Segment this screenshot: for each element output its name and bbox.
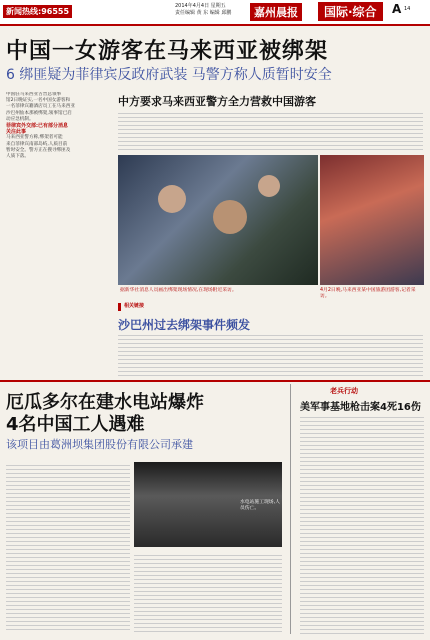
page-number: 14 [404,6,411,12]
story1-photo-victim [320,155,424,285]
body-line: 馆2日晚证实,一名中国女游客和 [6,98,71,104]
sidebar-title: 沙巴州过去绑架事件频发 [118,318,251,332]
story2-body-2 [134,552,282,632]
story1-body [6,92,112,377]
body-line: 暂时安全。警方正在搜寻绑匪及 [6,147,71,153]
story2-body [6,462,130,632]
body-line: 马来西亚警方称,绑架者可能 [6,135,63,141]
photo2-caption: 4月2日晚,马来西亚某中国旅游团游客,记者采访。 [320,288,416,299]
page-letter: A [392,2,402,16]
column-rule [290,384,291,634]
story2-headline-line1: 厄瓜多尔在建水电站爆炸 [6,392,204,413]
story1-subtitle: 中方要求马来西亚警方全力营救中国游客 [118,95,316,108]
body-line: 沙巴州仙本那被绑架,领事馆已启 [6,110,72,116]
photo3-caption: 水电站施工现场,人员伤亡。 [240,500,280,511]
story1-headline: 中国一女游客在马来西亚被绑架 [6,39,329,64]
body-line: 一名菲律宾籍酒店员工在马来西亚 [6,104,75,110]
story2-headline-line2: 4名中国工人遇难 [6,414,145,435]
story1-lead-text [118,110,423,150]
date-text: 2014年4月4日 星期五 [175,3,226,9]
hotline-badge: 新闻热线:96555 [3,5,72,18]
body-line: 人质下落。 [6,154,29,160]
story3-headline: 美军事基地枪击案4死16伤 [300,402,421,413]
body-subheading: 菲律宾外交部:已有部分消息 [6,123,69,130]
sidebar-body [118,332,423,376]
tag-marker [118,303,121,311]
body-subheading: 关注此事 [6,129,27,136]
story3-kicker: 老兵行动 [330,387,358,395]
story1-subhead: 6 绑匪疑为菲律宾反政府武装 马警方称人质暂时安全 [6,67,332,83]
body-line: 来自菲律宾南部岛屿,人质目前 [6,141,68,147]
section-divider [0,380,430,382]
story3-body [300,414,424,634]
photo1-caption: 据新华社消息人员画出绑架现场情况,在现场附近采访。 [120,288,237,293]
body-line: 动应急机制。 [6,116,34,122]
editor-text: 责任编辑 黄 东 编辑 邱鹏 [175,10,232,16]
story1-photo-scene [118,155,318,285]
sidebar-tag: 相关链接 [124,303,145,309]
section-label: 国际·综合 [318,2,383,21]
date-line [175,3,250,17]
body-line: 中国驻马来西亚古晋总领事 [6,92,62,97]
paper-logo: 嘉州晨报 [250,3,302,21]
story2-subhead: 该项目由葛洲坝集团股份有限公司承建 [6,438,193,451]
